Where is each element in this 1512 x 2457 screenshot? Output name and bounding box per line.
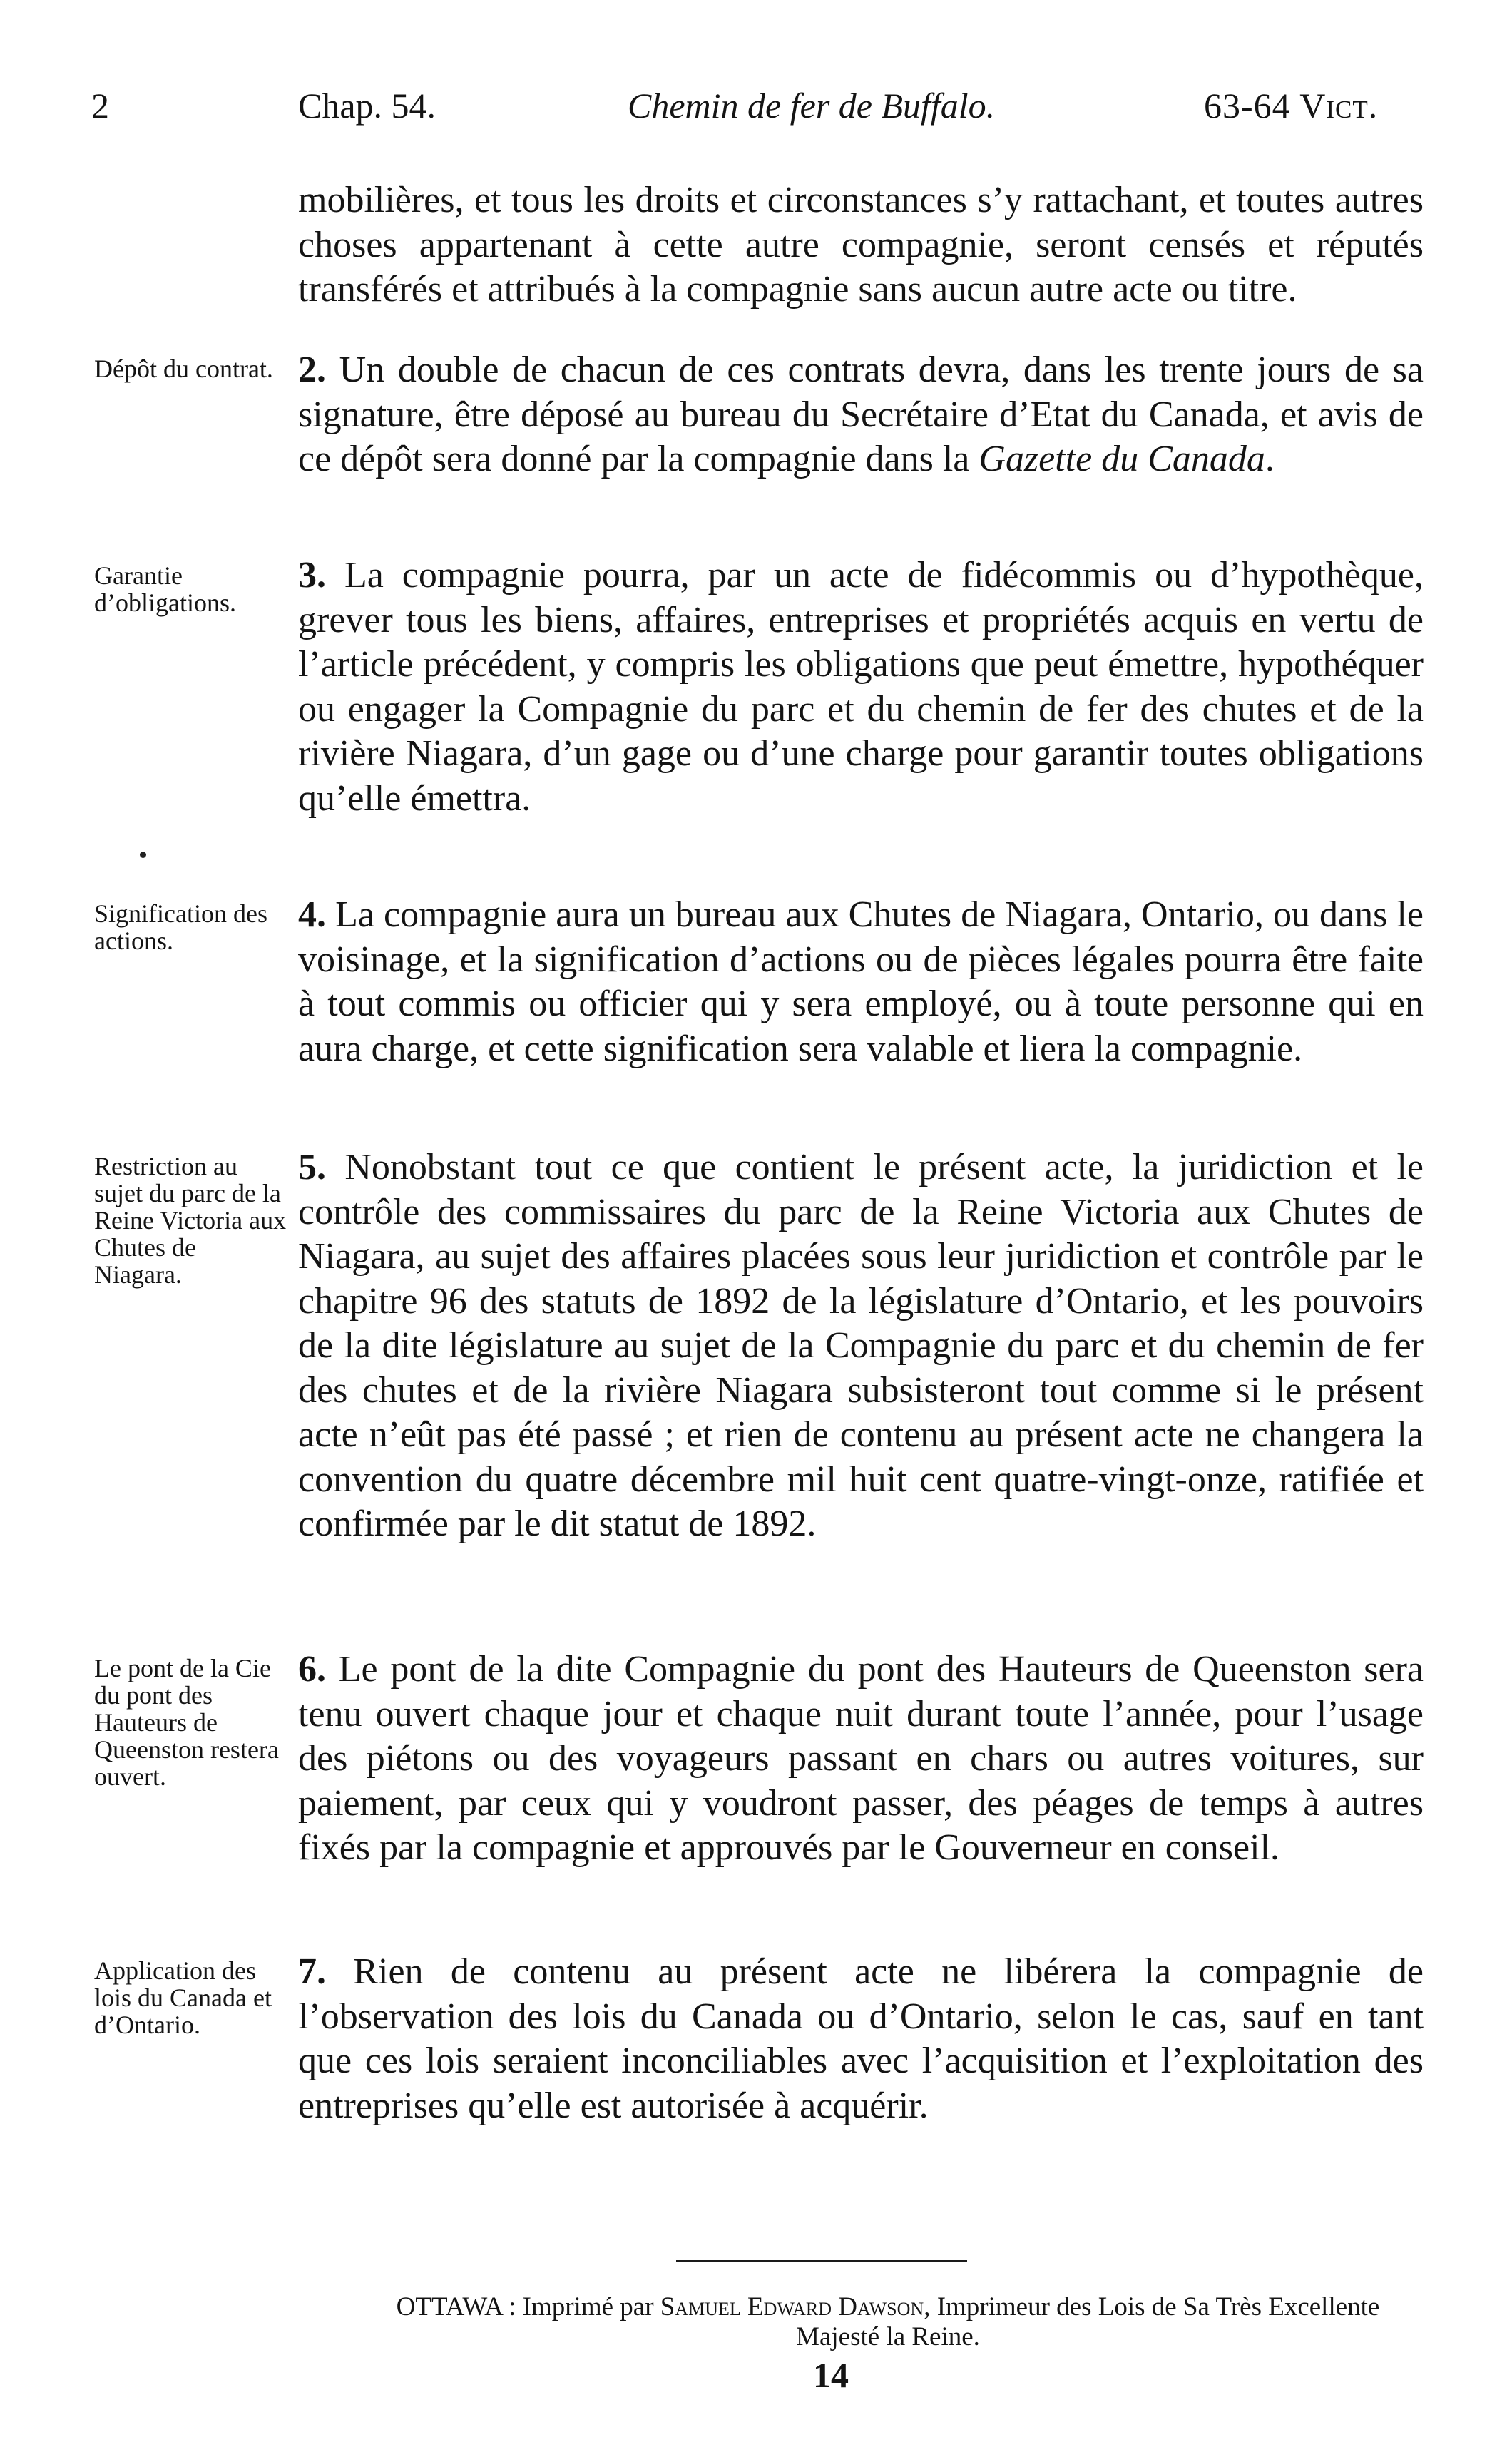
header-chapter: Chap. 54.: [298, 86, 436, 126]
header-regnal-year: 63-64 Vict.: [1204, 86, 1379, 126]
section-2-text: 2. Un double de chacun de ces contrats devra, dans les trente jours de sa signature, être déposé au bureau du Secrétaire d’Etat du Canada, et avis de ce dépôt sera donné par la compagnie dans la Gazette du Canada.: [298, 349, 1424, 479]
margin-note-s2: Dépôt du contrat.: [94, 354, 273, 383]
section-2: [298, 348, 1424, 482]
section-7-text: 7. Rien de contenu au présent acte ne libérera la compagnie de l’observation des lois du Canada ou d’Ontario, selon le cas, sauf en tant que ces lois seraient inconciliables avec l’acquisition et l’exploitation des entreprises qu’elle est autorisée à acquérir.: [298, 1951, 1424, 2126]
stray-dot-mark: [140, 852, 146, 858]
section-6: [298, 1648, 1424, 1871]
section-6-text: 6. Le pont de la dite Compagnie du pont des Hauteurs de Queenston sera tenu ouvert chaque jour et chaque nuit durant toute l’année, pour l’usage des piétons ou des voyageurs passant en chars ou autres voitures, sur paiement, par ceux qui y voudront passer, des péages de temps à autres fixés par la compagnie et approuvés par le Gouverneur en conseil.: [298, 1649, 1424, 1868]
section-4-text: 4. La compagnie aura un bureau aux Chutes de Niagara, Ontario, ou dans le voisinage, et la signification d’actions ou de pièces légales pourra être faite à tout commis ou officier qui y sera employé, ou à toute personne qui en aura charge, et cette signification sera valable et liera la compagnie.: [298, 894, 1424, 1069]
section-5: [298, 1145, 1424, 1547]
section-4: [298, 893, 1424, 1071]
margin-note-s3: Garantie d’obligations.: [94, 561, 236, 617]
header-page-number: 2: [91, 86, 109, 126]
section-7: [298, 1950, 1424, 2128]
section-5-number: 5.: [298, 1147, 326, 1187]
margin-note-s4: Signification des actions.: [94, 899, 267, 955]
section-7-number: 7.: [298, 1951, 326, 1992]
continued-paragraph: [298, 178, 1424, 312]
margin-note-s5: Restriction au sujet du parc de la Reine Victoria aux Chutes de Niagara.: [94, 1152, 287, 1289]
section-5-text: 5. Nonobstant tout ce que contient le présent acte, la juridiction et le contrôle des commissaires du parc de la Reine Victoria aux Chutes de Niagara, au sujet des affaires placées sous leur juridiction et contrôle par le chapitre 96 des statuts de 1892 de la législature d’Ontario, et les pouvoirs de la dite législature au sujet de la Compagnie du parc et du chemin de fer des chutes et de la rivière Niagara subsisteront tout comme si le présent acte n’eût pas été passé ; et rien de contenu au présent acte ne changera la convention du quatre décembre mil huit cent quatre-vingt-onze, ratifiée et confirmée par le dit statut de 1892.: [298, 1147, 1424, 1544]
section-6-number: 6.: [298, 1649, 326, 1690]
section-3: [298, 553, 1424, 821]
printer-imprint: OTTAWA : Imprimé par Samuel Edward Dawson, Imprimeur des Lois de Sa Très Excellente Majesté la Reine.: [396, 2292, 1380, 2351]
gazette-title: Gazette du Canada: [979, 439, 1265, 479]
margin-note-s7: Application des lois du Canada et d’Ontario.: [94, 1956, 272, 2039]
continued-text: mobilières, et tous les droits et circonstances s’y rattachant, et toutes autres choses appartenant à cette autre compagnie, seront censés et réputés transférés et attribués à la compagnie sans aucun autre acte ou titre.: [298, 180, 1424, 310]
section-3-text: 3. La compagnie pourra, par un acte de fidécommis ou d’hypothèque, grever tous les biens, affaires, entreprises et propriétés acquis en vertu de l’article précédent, y compris les obligations que peut émettre, hypothéquer ou engager la Compagnie du parc et du chemin de fer des chutes et de la rivière Niagara, d’un gage ou d’une charge pour garantir toutes obligations qu’elle émettra.: [298, 555, 1424, 819]
folio-number: 14: [813, 2355, 849, 2395]
section-4-number: 4.: [298, 894, 326, 935]
printer-name: Samuel Edward Dawson: [660, 2292, 924, 2321]
margin-note-s6: Le pont de la Cie du pont des Hauteurs de Queenston restera ouvert.: [94, 1654, 279, 1791]
section-2-number: 2.: [298, 349, 326, 390]
section-3-number: 3.: [298, 555, 326, 596]
header-title: Chemin de fer de Buffalo.: [628, 86, 996, 126]
footer-rule: [676, 2260, 967, 2262]
